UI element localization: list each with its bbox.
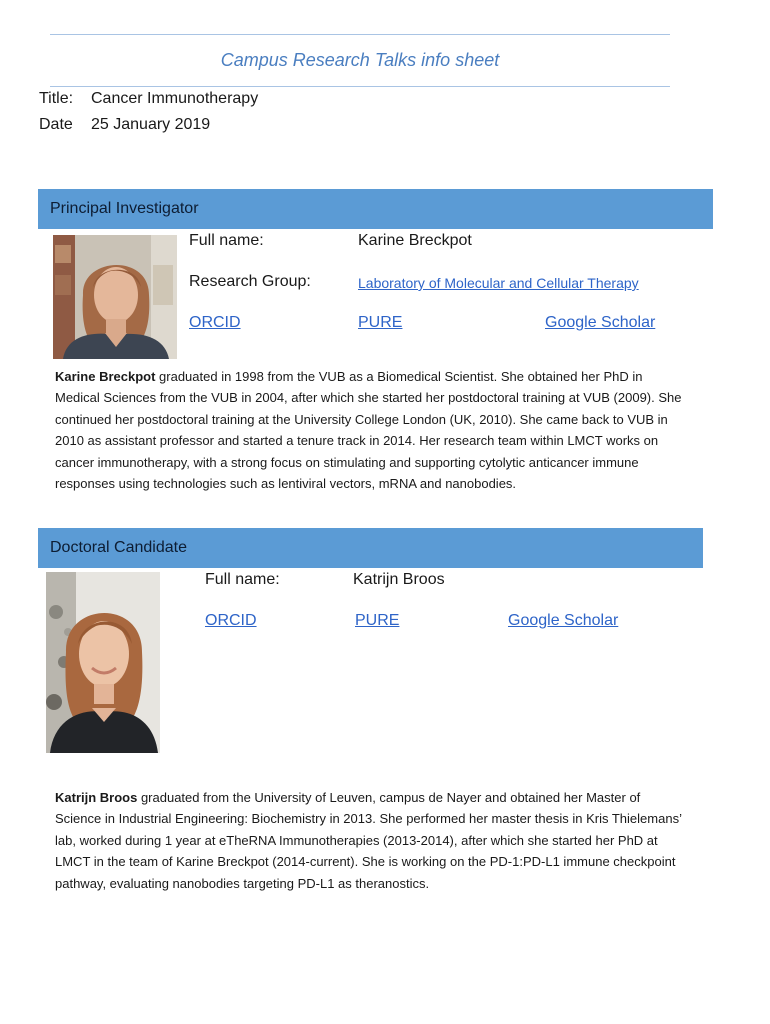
dc-section-header: [38, 528, 703, 568]
title-label: Title:: [39, 90, 74, 107]
dc-bio-name: Katrijn Broos: [55, 790, 138, 805]
talk-date-row: [39, 116, 210, 134]
dc-photo: [46, 572, 160, 753]
date-label: Date: [39, 116, 73, 133]
pi-full-name: Karine Breckpot: [358, 232, 472, 249]
talk-date: 25 January 2019: [91, 116, 211, 133]
dc-bio: [55, 787, 685, 894]
pi-bio-name: Karine Breckpot: [55, 369, 156, 384]
pi-section-header: [38, 189, 713, 229]
dc-bio-text: graduated from the University of Leuven, campus de Nayer and obtained her Master of Science in Industrial Engineering: Biochemistry in 2013. She performed her master thesis in Kris Thielemans’ lab, worked during 1 year at eTheRNA Immunotherapies (2013-2014), after which she started her PhD at LMCT in the team of Karine Breckpot (2014-current). She is working on the PD-1:PD-L1 immune checkpoint pathway, evaluating nanobodies targeting PD-L1 as theranostics.: [55, 790, 682, 891]
pi-bio: [55, 366, 685, 494]
dc-full-name-label: Full name:: [205, 571, 280, 588]
dc-section-title: Doctoral Candidate: [50, 539, 187, 556]
sheet-title: Campus Research Talks info sheet: [220, 50, 500, 70]
talk-title: Cancer Immunotherapy: [91, 90, 259, 107]
dc-pure-link[interactable]: PURE: [355, 612, 400, 629]
pi-section-title: Principal Investigator: [50, 200, 199, 217]
dc-orcid-link[interactable]: ORCID: [205, 612, 257, 629]
pi-bio-text: graduated in 1998 from the VUB as a Biomedical Scientist. She obtained her PhD in Medical Sciences from the VUB in 2004, after which she started her postdoctoral training at VUB (2009). She continued her postdoctoral training at the University College London (UK, 2010). She came back to VUB in 2010 as assistant professor and started a tenure track in 2014. Her research team within LMCT works on cancer immunotherapy, with a strong focus on stimulating and supporting cytolytic anticancer immune responses using technologies such as lentiviral vectors, mRNA and nanobodies.: [55, 369, 682, 492]
pi-pure-link[interactable]: PURE: [358, 314, 403, 331]
pi-google-scholar-link[interactable]: Google Scholar: [545, 314, 656, 331]
pi-full-name-label: Full name:: [189, 232, 264, 249]
pi-research-group-link[interactable]: Laboratory of Molecular and Cellular Therapy: [358, 275, 639, 291]
dc-google-scholar-link[interactable]: Google Scholar: [508, 612, 619, 629]
pi-research-group-label: Research Group:: [189, 273, 311, 290]
talk-title-row: [39, 90, 258, 108]
title-underline-rule: [50, 86, 670, 87]
top-rule: [50, 34, 670, 35]
dc-full-name: Katrijn Broos: [353, 571, 445, 588]
pi-orcid-link[interactable]: ORCID: [189, 314, 241, 331]
pi-photo: [53, 235, 177, 359]
